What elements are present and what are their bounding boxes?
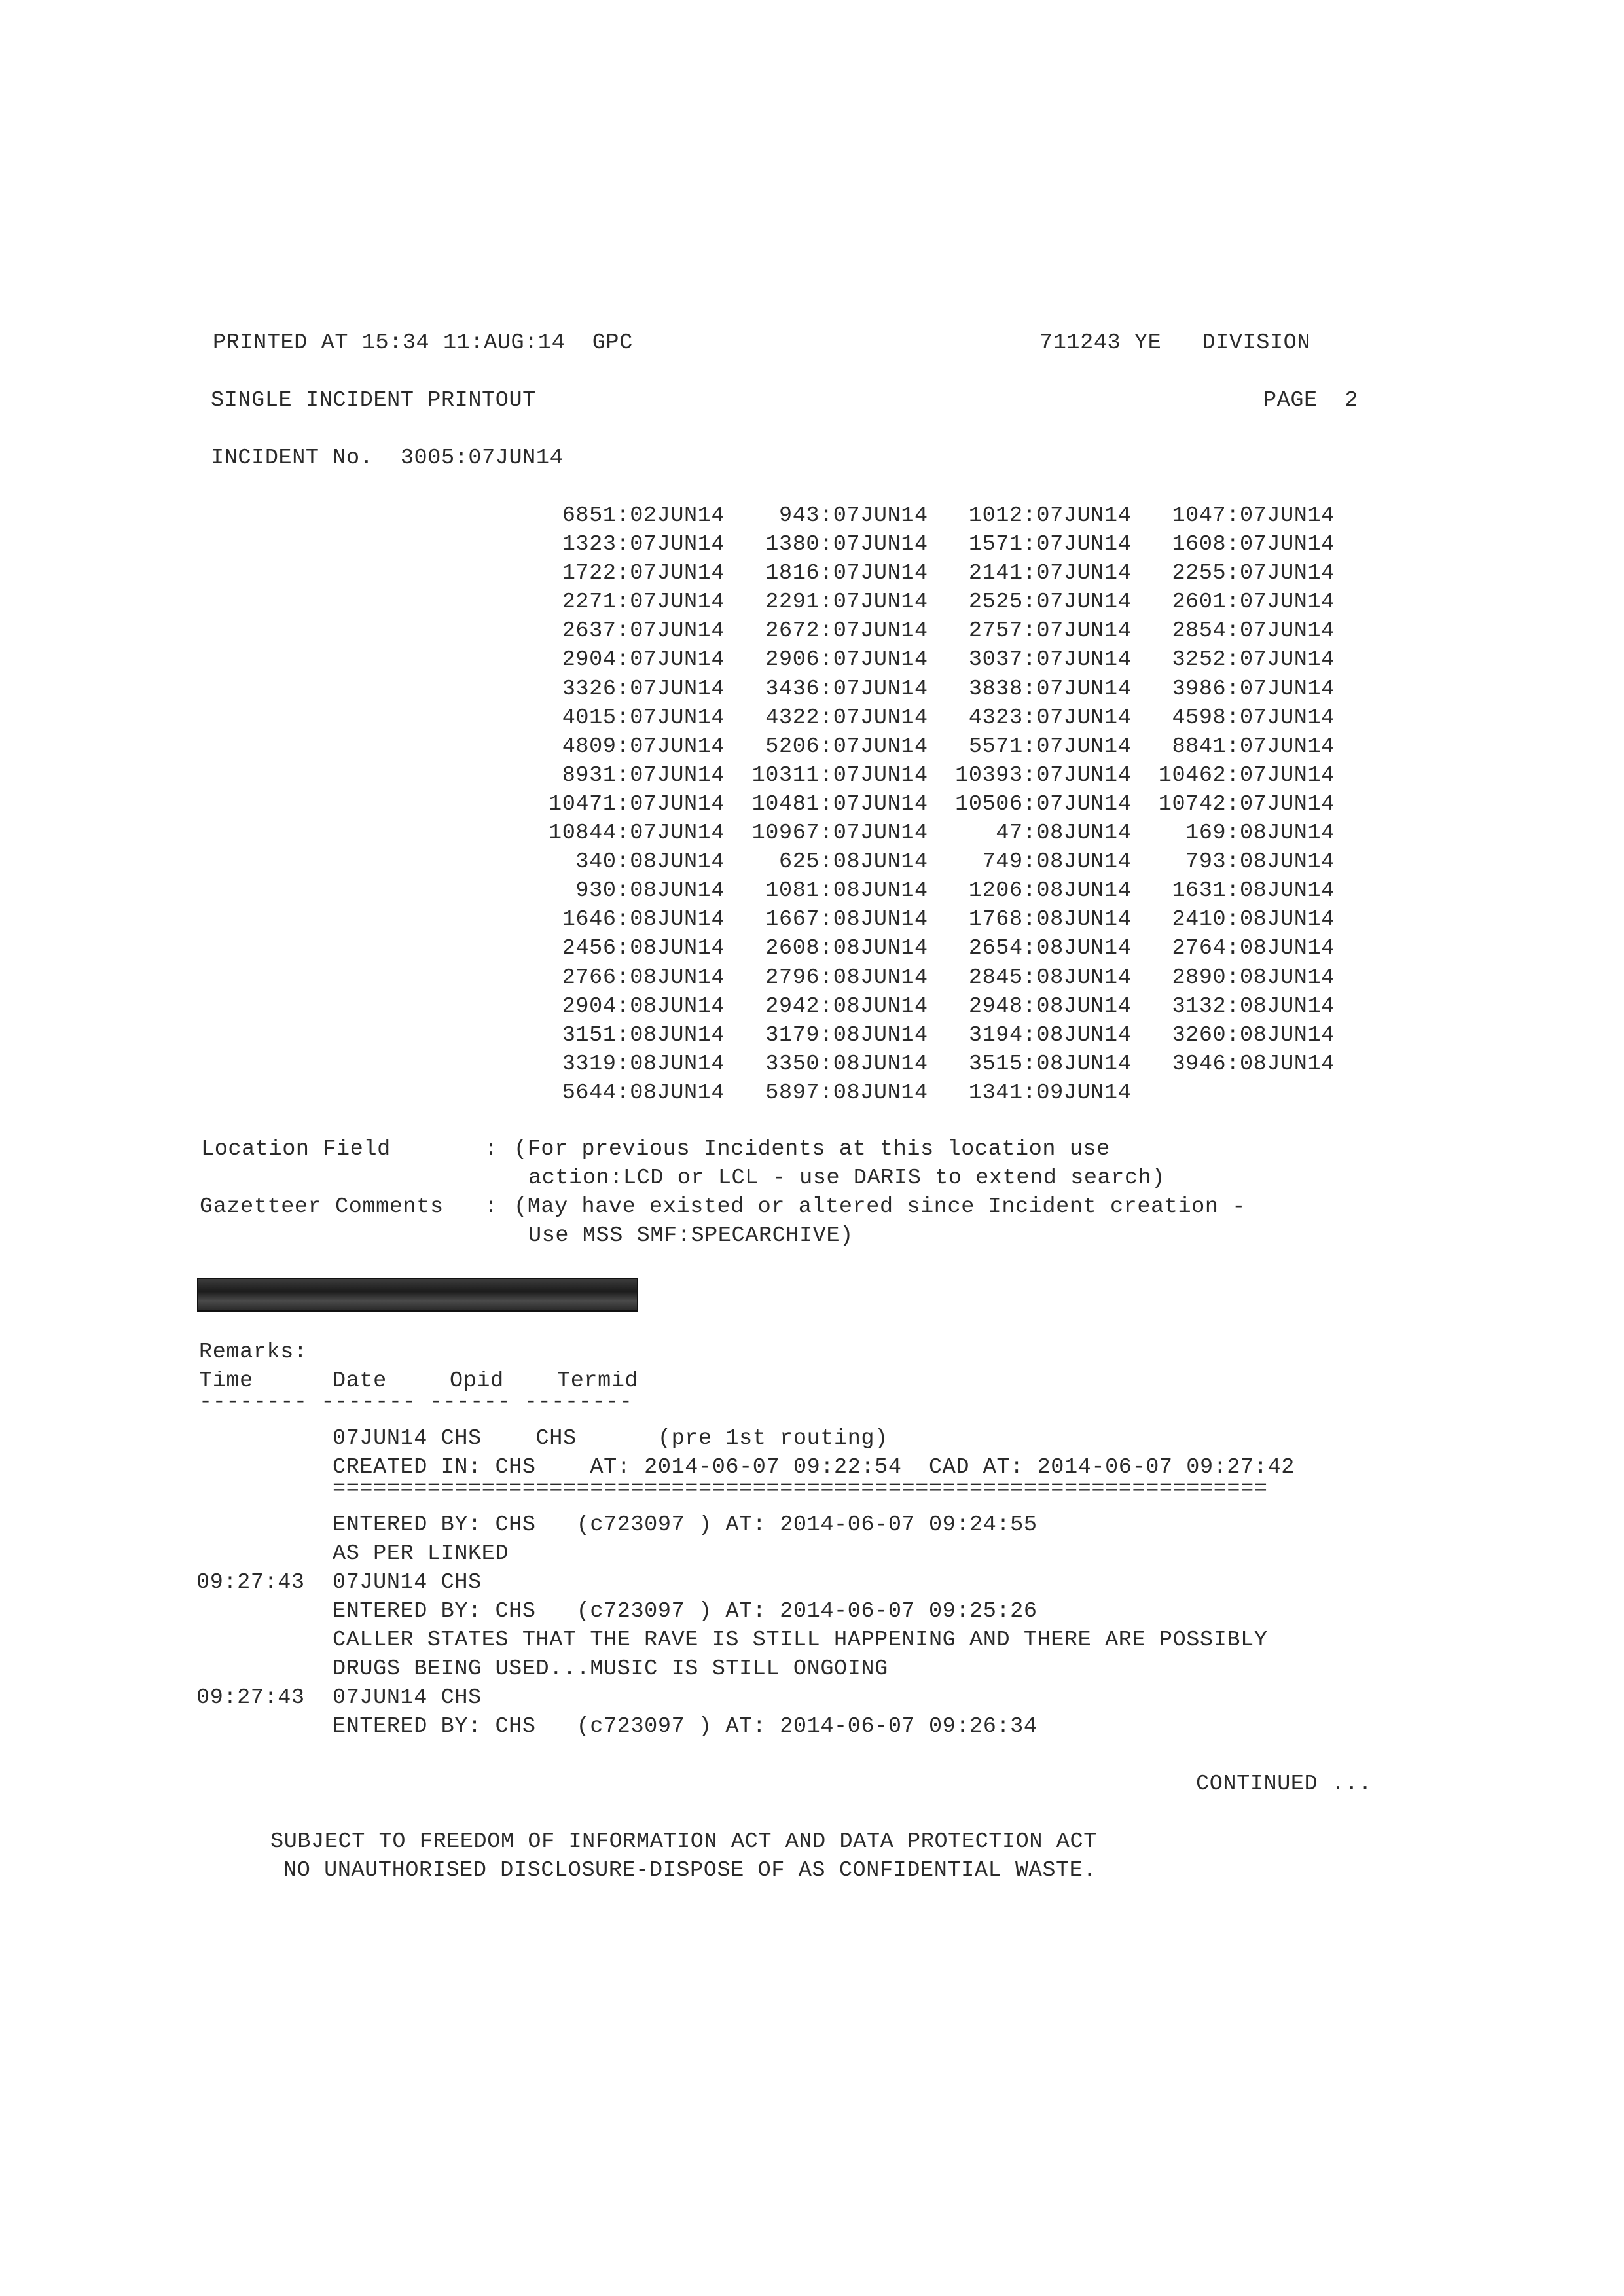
linked-incident-ref: 1571:07JUN14 [941,532,1132,558]
linked-incident-ref: 2141:07JUN14 [941,561,1132,586]
linked-incident-ref: 793:08JUN14 [1145,850,1335,875]
incident-number: INCIDENT No. 3005:07JUN14 [211,446,564,471]
redaction-bar [197,1278,638,1312]
linked-incident-ref: 4809:07JUN14 [549,734,725,759]
gazetteer-comments-note-cont: Use MSS SMF:SPECARCHIVE) [528,1223,854,1248]
linked-incident-ref: 2854:07JUN14 [1145,619,1335,644]
linked-incident-ref: 1081:08JUN14 [738,878,928,904]
linked-incident-row [549,819,1335,848]
linked-incident-ref: 3436:07JUN14 [738,676,928,702]
linked-incident-ref: 3151:08JUN14 [549,1022,725,1048]
linked-incident-ref: 2525:07JUN14 [941,590,1132,615]
linked-incident-ref: 5571:07JUN14 [941,734,1132,759]
linked-incident-ref: 2890:08JUN14 [1145,965,1335,990]
column-header-date: Date [333,1369,387,1393]
linked-incident-ref: 4323:07JUN14 [941,705,1132,730]
linked-incident-ref: 47:08JUN14 [941,821,1132,846]
remark-line: 07JUN14 CHS [333,1570,482,1595]
linked-incident-ref: 749:08JUN14 [941,850,1132,875]
linked-incident-ref: 10844:07JUN14 [549,821,725,846]
linked-incident-ref: 1722:07JUN14 [549,561,725,586]
remark-line: CREATED IN: CHS AT: 2014-06-07 09:22:54 CAD AT: 2014-06-07 09:27:42 [333,1455,1295,1480]
linked-incident-ref: 6851:02JUN14 [549,503,725,528]
linked-incident-ref: 2906:07JUN14 [738,647,928,673]
linked-incident-ref: 2608:08JUN14 [738,936,928,961]
linked-incident-row [549,1050,1335,1079]
linked-incident-ref: 2948:08JUN14 [941,994,1132,1019]
linked-incident-row [549,761,1335,790]
linked-incident-row [549,559,1335,588]
linked-incident-ref: 2410:08JUN14 [1145,907,1335,933]
linked-incident-row [549,876,1335,905]
linked-incident-ref: 625:08JUN14 [738,850,928,875]
linked-incident-ref: 1768:08JUN14 [941,907,1132,933]
linked-incident-row [549,1079,1335,1107]
linked-incident-ref: 3946:08JUN14 [1145,1051,1335,1077]
column-underline: -------- ------- ------ -------- [199,1390,633,1414]
remark-line: AS PER LINKED [333,1541,509,1566]
location-field-note: (For previous Incidents at this location use [514,1137,1110,1162]
linked-incident-ref: 2255:07JUN14 [1145,561,1335,586]
linked-incident-ref: 2637:07JUN14 [549,619,725,644]
column-header-time: Time [199,1369,253,1393]
linked-incident-ref: 3194:08JUN14 [941,1022,1132,1048]
gazetteer-comments-label: Gazetteer Comments [200,1194,444,1219]
remark-line: 07JUN14 CHS CHS (pre 1st routing) [333,1426,888,1451]
linked-incident-ref: 5897:08JUN14 [738,1080,928,1105]
linked-incident-ref: 10393:07JUN14 [941,762,1132,788]
linked-incident-ref: 4015:07JUN14 [549,705,725,730]
linked-incident-ref: 10462:07JUN14 [1145,762,1335,788]
foi-notice: SUBJECT TO FREEDOM OF INFORMATION ACT AND DATA PROTECTION ACT [270,1829,1097,1854]
linked-incident-ref: 4598:07JUN14 [1145,705,1335,730]
linked-incident-ref: 2766:08JUN14 [549,965,725,990]
column-header-opid: Opid [450,1369,504,1393]
remark-line: ENTERED BY: CHS (c723097 ) AT: 2014-06-07 09:24:55 [333,1513,1038,1537]
linked-incident-row [549,675,1335,704]
linked-incident-ref: 2654:08JUN14 [941,936,1132,961]
linked-incident-ref: 943:07JUN14 [738,503,928,528]
linked-incident-ref: 1816:07JUN14 [738,561,928,586]
linked-incident-row [549,588,1335,617]
linked-incident-ref: 3515:08JUN14 [941,1051,1132,1077]
location-field-label: Location Field [201,1137,391,1162]
linked-incident-row [549,1021,1335,1050]
linked-incident-ref: 3132:08JUN14 [1145,994,1335,1019]
linked-incident-ref: 3350:08JUN14 [738,1051,928,1077]
linked-incident-ref: 3037:07JUN14 [941,647,1132,673]
linked-incident-ref: 8841:07JUN14 [1145,734,1335,759]
remark-line: CALLER STATES THAT THE RAVE IS STILL HAPPENING AND THERE ARE POSSIBLY [333,1628,1268,1653]
linked-incident-ref: 10481:07JUN14 [738,791,928,817]
linked-incident-ref: 3260:08JUN14 [1145,1022,1335,1048]
linked-incident-ref: 1608:07JUN14 [1145,532,1335,558]
linked-incident-row [549,848,1335,876]
linked-incident-ref: 169:08JUN14 [1145,821,1335,846]
linked-incident-ref: 2764:08JUN14 [1145,936,1335,961]
linked-incident-ref [1145,1081,1335,1105]
linked-incident-ref: 1631:08JUN14 [1145,878,1335,904]
linked-incident-ref: 340:08JUN14 [549,850,725,875]
linked-incident-row [549,501,1335,530]
linked-incident-ref: 3252:07JUN14 [1145,647,1335,673]
remark-line: 07JUN14 CHS [333,1685,482,1710]
linked-incident-row [549,530,1335,559]
linked-incident-ref: 2845:08JUN14 [941,965,1132,990]
linked-incidents-grid [549,501,1335,1107]
confidential-notice: NO UNAUTHORISED DISCLOSURE-DISPOSE OF AS CONFIDENTIAL WASTE. [283,1858,1097,1883]
linked-incident-ref: 3838:07JUN14 [941,676,1132,702]
linked-incident-ref: 10311:07JUN14 [738,762,928,788]
linked-incident-ref: 2456:08JUN14 [549,936,725,961]
remarks-heading: Remarks: [199,1340,308,1365]
column-header-termid: Termid [557,1369,639,1393]
gazetteer-comments-note: (May have existed or altered since Incident creation - [514,1194,1246,1219]
division-ref: 711243 YE DIVISION [1039,331,1311,355]
remark-line: ENTERED BY: CHS (c723097 ) AT: 2014-06-07 09:26:34 [333,1714,1038,1739]
printed-at: PRINTED AT 15:34 11:AUG:14 GPC [213,331,633,355]
linked-incident-row [549,704,1335,732]
linked-incident-ref: 3986:07JUN14 [1145,676,1335,702]
linked-incident-ref: 5206:07JUN14 [738,734,928,759]
linked-incident-ref: 3179:08JUN14 [738,1022,928,1048]
remark-time: 09:27:43 [196,1570,305,1595]
page-number: PAGE 2 [1263,388,1358,413]
linked-incident-ref: 1667:08JUN14 [738,907,928,933]
linked-incident-ref: 1380:07JUN14 [738,532,928,558]
linked-incident-row [549,790,1335,819]
remark-line: ENTERED BY: CHS (c723097 ) AT: 2014-06-07 09:25:26 [333,1599,1038,1624]
linked-incident-ref: 10471:07JUN14 [549,791,725,817]
linked-incident-ref: 3319:08JUN14 [549,1051,725,1077]
linked-incident-ref: 2904:08JUN14 [549,994,725,1019]
linked-incident-ref: 2796:08JUN14 [738,965,928,990]
linked-incident-ref: 2672:07JUN14 [738,619,928,644]
linked-incident-row [549,645,1335,674]
linked-incident-ref: 5644:08JUN14 [549,1080,725,1105]
linked-incident-ref: 2757:07JUN14 [941,619,1132,644]
linked-incident-ref: 1646:08JUN14 [549,907,725,933]
linked-incident-row [549,963,1335,992]
gazetteer-comments-separator: : [484,1194,498,1219]
linked-incident-ref: 1341:09JUN14 [941,1080,1132,1105]
linked-incident-ref: 10967:07JUN14 [738,821,928,846]
linked-incident-ref: 10742:07JUN14 [1145,791,1335,817]
linked-incident-row [549,617,1335,645]
linked-incident-row [549,992,1335,1021]
linked-incident-ref: 1012:07JUN14 [941,503,1132,528]
linked-incident-ref: 2942:08JUN14 [738,994,928,1019]
linked-incident-ref: 8931:07JUN14 [549,762,725,788]
linked-incident-ref: 1323:07JUN14 [549,532,725,558]
document-title: SINGLE INCIDENT PRINTOUT [211,388,536,413]
remark-time: 09:27:43 [196,1685,305,1710]
linked-incident-ref: 1047:07JUN14 [1145,503,1335,528]
linked-incident-ref: 1206:08JUN14 [941,878,1132,904]
linked-incident-ref: 10506:07JUN14 [941,791,1132,817]
linked-incident-ref: 2601:07JUN14 [1145,590,1335,615]
continued-label: CONTINUED ... [1196,1772,1373,1797]
linked-incident-ref: 3326:07JUN14 [549,676,725,702]
linked-incident-row [549,905,1335,934]
separator-line: ===================================================================== [333,1477,1268,1501]
linked-incident-ref: 2291:07JUN14 [738,590,928,615]
linked-incident-ref: 4322:07JUN14 [738,705,928,730]
location-field-separator: : [484,1137,498,1162]
linked-incident-ref: 2271:07JUN14 [549,590,725,615]
linked-incident-row [549,934,1335,963]
location-field-note-cont: action:LCD or LCL - use DARIS to extend search) [528,1166,1166,1191]
linked-incident-row [549,732,1335,761]
linked-incident-ref: 930:08JUN14 [549,878,725,904]
linked-incident-ref: 2904:07JUN14 [549,647,725,673]
remark-line: DRUGS BEING USED...MUSIC IS STILL ONGOING [333,1657,888,1681]
